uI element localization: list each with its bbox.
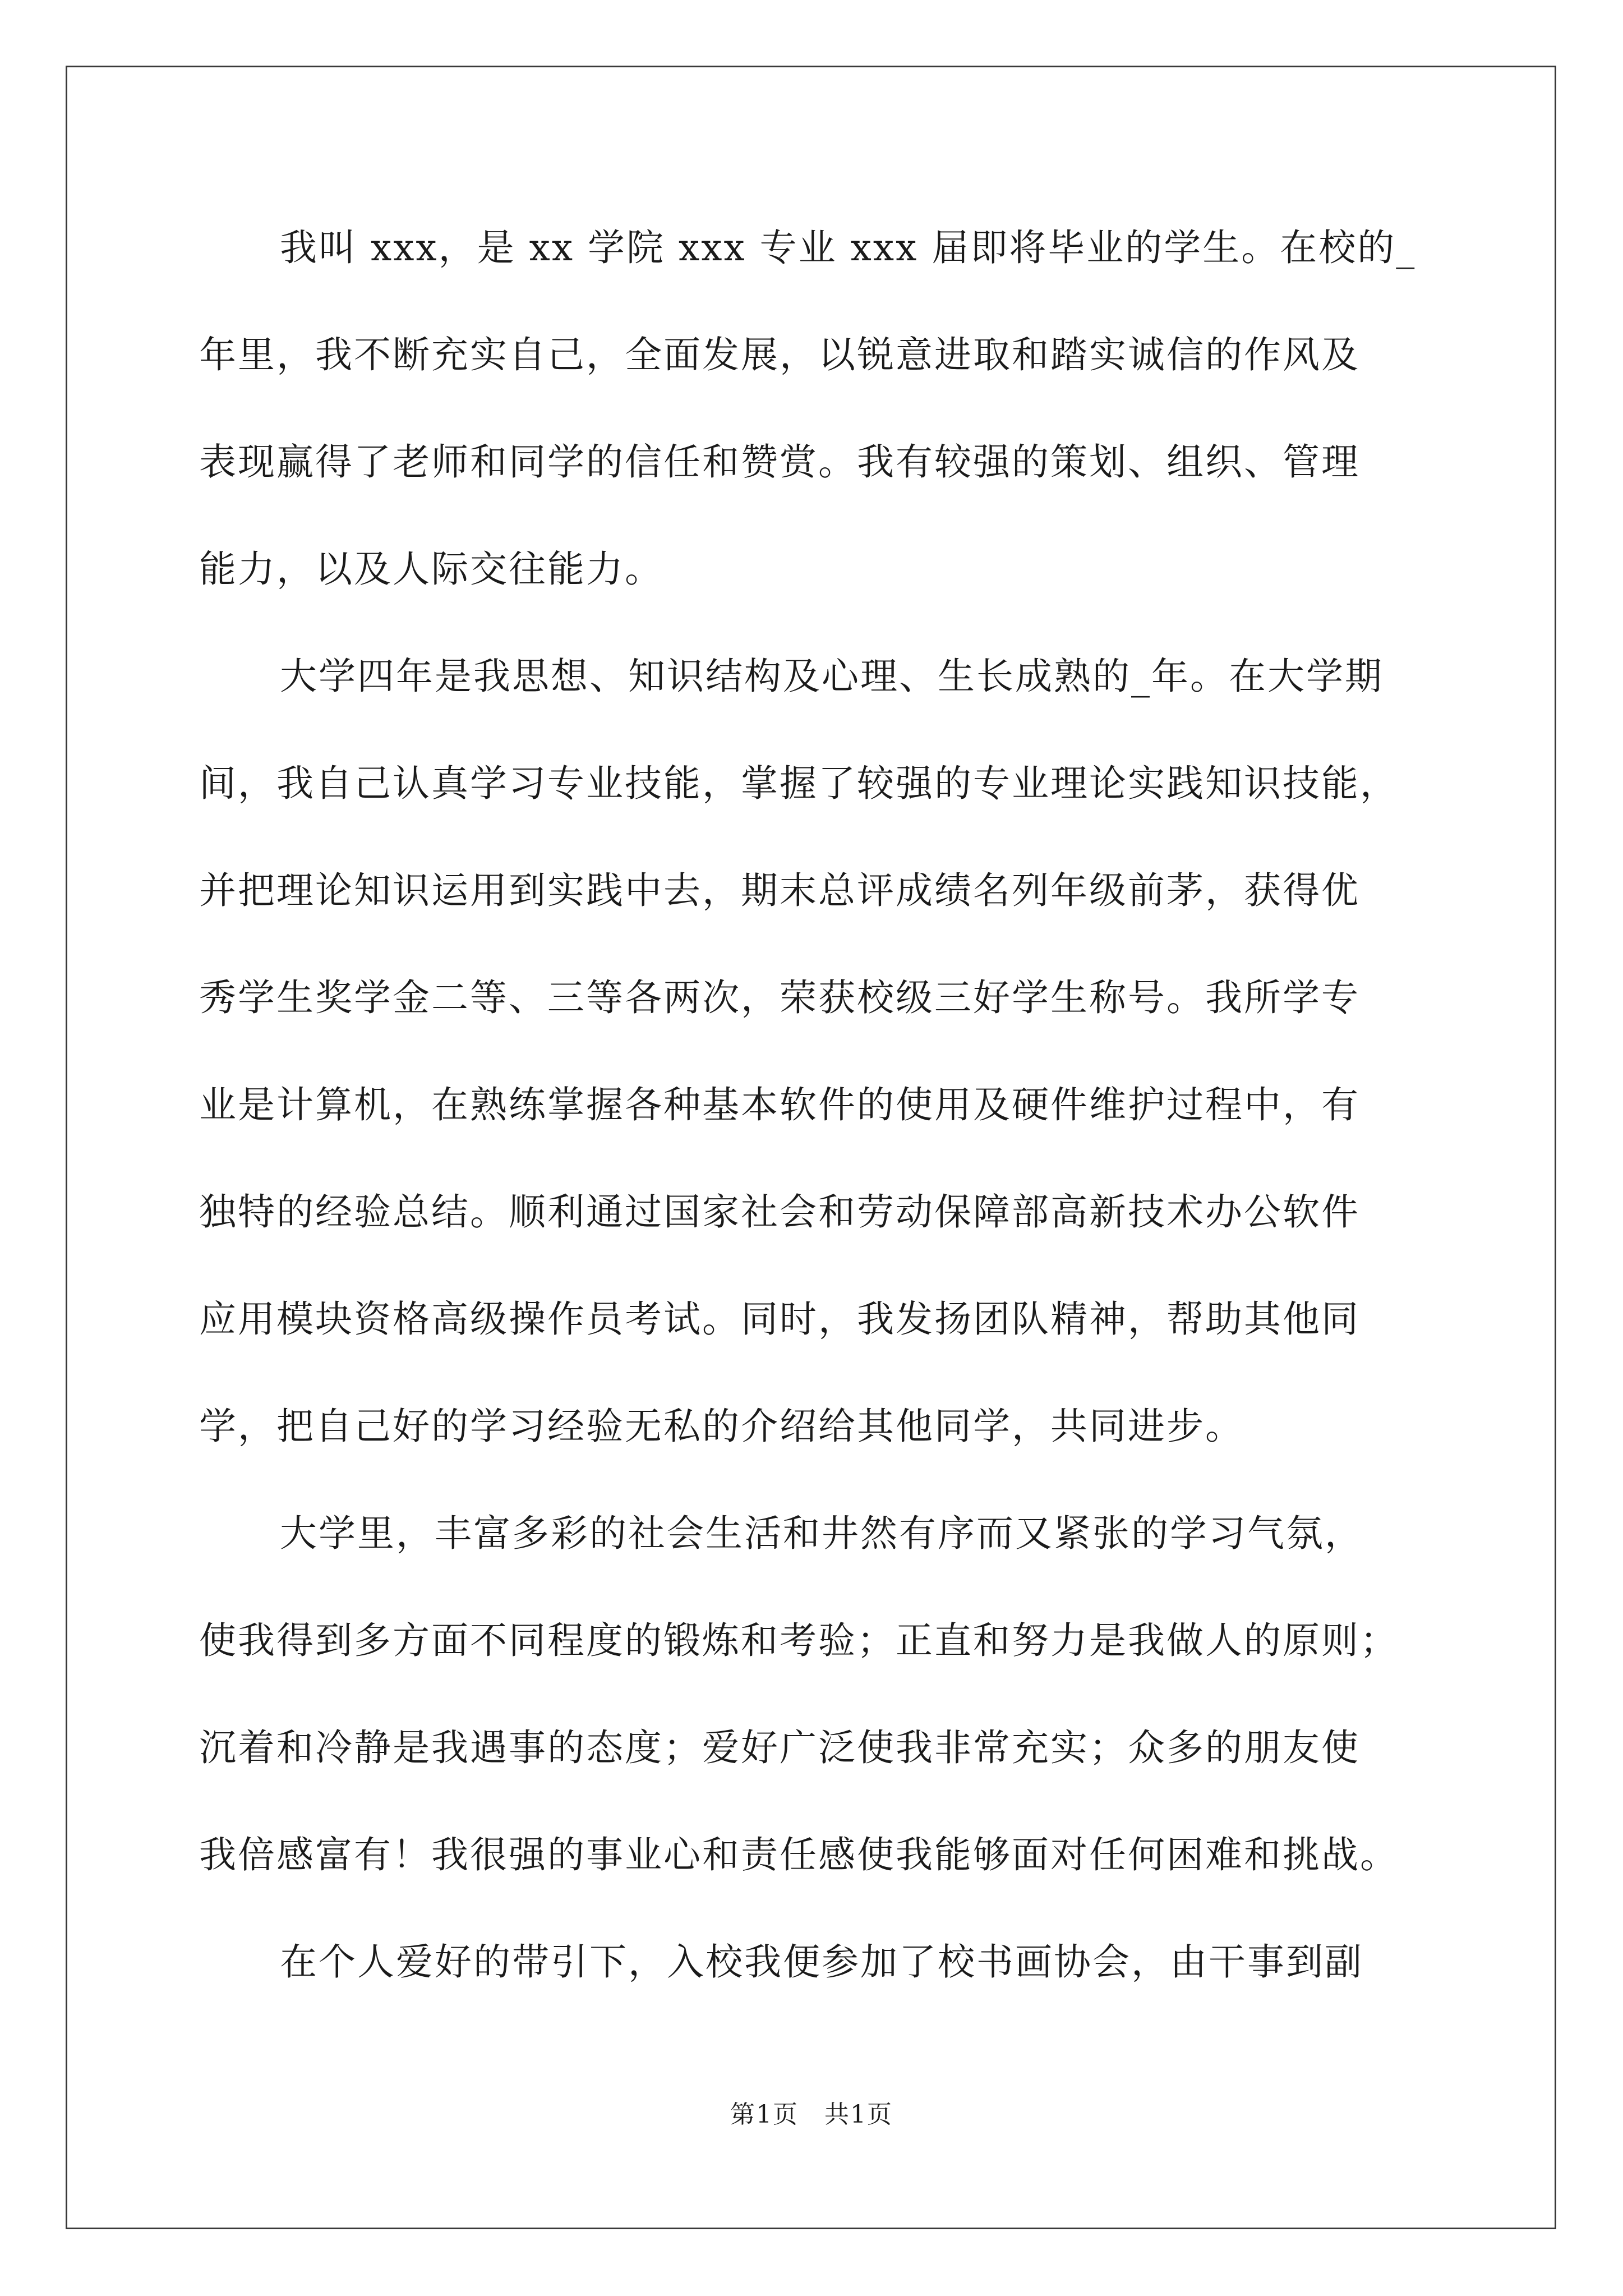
text-line: 表现赢得了老师和同学的信任和赞赏。我有较强的策划、组织、管理 bbox=[199, 440, 1360, 484]
page-number-footer: 第1页 共1页 bbox=[730, 2100, 893, 2129]
text-line: 秀学生奖学金二等、三等各两次，荣获校级三好学生称号。我所学专 bbox=[199, 976, 1360, 1019]
text-line: 大学里，丰富多彩的社会生活和井然有序而又紧张的学习气氛， bbox=[280, 1512, 1363, 1555]
text-line: 并把理论知识运用到实践中去，期末总评成绩名列年级前茅，获得优 bbox=[199, 869, 1360, 912]
paragraph-1 bbox=[199, 218, 1450, 646]
document-body bbox=[199, 218, 1450, 2039]
text-line: 使我得到多方面不同程度的锻炼和考验；正直和努力是我做人的原则； bbox=[199, 1619, 1399, 1662]
text-line: 年里，我不断充实自己，全面发展，以锐意进取和踏实诚信的作风及 bbox=[199, 333, 1360, 376]
text-line: 大学四年是我思想、知识结构及心理、生长成熟的_年。在大学期 bbox=[280, 655, 1384, 698]
text-line: 独特的经验总结。顺利通过国家社会和劳动保障部高新技术办公软件 bbox=[199, 1190, 1360, 1234]
text-line: 我倍感富有！我很强的事业心和责任感使我能够面对任何困难和挑战。 bbox=[199, 1833, 1399, 1876]
paragraph-2 bbox=[199, 646, 1450, 1503]
text-line: 间，我自己认真学习专业技能，掌握了较强的专业理论实践知识技能， bbox=[199, 762, 1399, 805]
paragraph-3 bbox=[199, 1503, 1450, 1932]
text-line: 能力，以及人际交往能力。 bbox=[199, 547, 663, 591]
paragraph-4 bbox=[199, 1932, 1450, 2039]
text-line: 学，把自己好的学习经验无私的介绍给其他同学，共同进步。 bbox=[199, 1405, 1244, 1448]
text-line: 我叫 xxx，是 xx 学院 xxx 专业 xxx 届即将毕业的学生。在校的_ bbox=[280, 226, 1417, 269]
text-line: 沉着和冷静是我遇事的态度；爱好广泛使我非常充实；众多的朋友使 bbox=[199, 1726, 1360, 1769]
text-line: 在个人爱好的带引下，入校我便参加了校书画协会，由干事到副 bbox=[280, 1940, 1363, 1984]
text-line: 业是计算机，在熟练掌握各种基本软件的使用及硬件维护过程中，有 bbox=[199, 1083, 1360, 1126]
text-line: 应用模块资格高级操作员考试。同时，我发扬团队精神，帮助其他同 bbox=[199, 1297, 1360, 1341]
